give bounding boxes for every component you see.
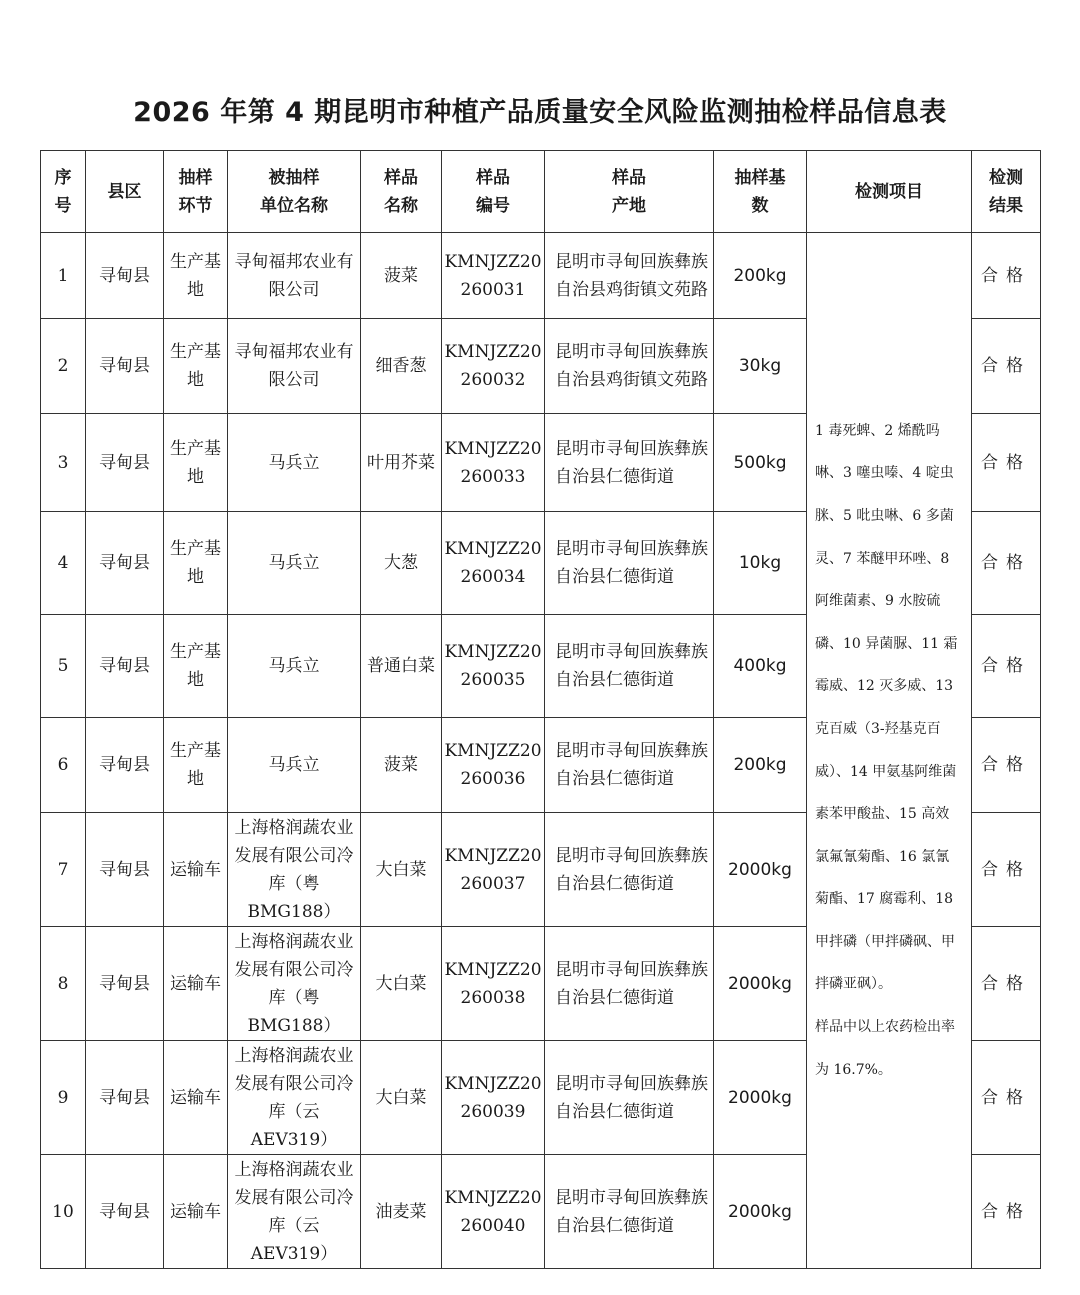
- test-items-text: 1 毒死蜱、2 烯酰吗啉、3 噻虫嗪、4 啶虫脒、5 吡虫啉、6 多菌灵、7 苯醚甲环唑、8 阿维菌素、9 水胺硫磷、10 异菌脲、11 霜霉威、12 灭多威、13 克百威（3-羟基克百威）、14 甲氨基阿维菌素苯甲酸盐、15 高效氯氟氰菊酯、16 氯氰菊酯、17 腐霉利、18 甲拌磷（甲拌磷砜、甲拌磷亚砜）。: [815, 422, 958, 993]
- cell-result: 合格: [972, 718, 1041, 813]
- cell-sample-code: KMNJZZ20260034: [442, 512, 545, 615]
- table-body: [41, 233, 1041, 1269]
- cell-unit: 寻甸福邦农业有限公司: [228, 233, 361, 319]
- cell-sample-code: KMNJZZ20260039: [442, 1041, 545, 1155]
- cell-no: 1: [41, 233, 86, 319]
- cell-county: 寻甸县: [86, 813, 164, 927]
- cell-sample-name: 叶用芥菜: [361, 414, 442, 512]
- cell-result: 合格: [972, 615, 1041, 718]
- cell-no: 4: [41, 512, 86, 615]
- cell-sample-name: 大白菜: [361, 1041, 442, 1155]
- sample-info-table: [40, 150, 1041, 1269]
- cell-sample-code: KMNJZZ20260040: [442, 1155, 545, 1269]
- table-row: [41, 233, 1041, 319]
- cell-stage: 生产基地: [164, 512, 228, 615]
- header-sample-code: 样品 编号: [442, 151, 545, 233]
- cell-no: 5: [41, 615, 86, 718]
- cell-sample-name: 菠菜: [361, 718, 442, 813]
- cell-no: 2: [41, 319, 86, 414]
- cell-unit: 马兵立: [228, 512, 361, 615]
- cell-quantity: 2000kg: [714, 1155, 807, 1269]
- cell-sample-code: KMNJZZ20260031: [442, 233, 545, 319]
- cell-result: 合格: [972, 319, 1041, 414]
- cell-origin: 昆明市寻甸回族彝族自治县鸡街镇文苑路: [545, 233, 714, 319]
- cell-unit: 上海格润蔬农业发展有限公司冷库（云AEV319）: [228, 1041, 361, 1155]
- header-result: 检测 结果: [972, 151, 1041, 233]
- header-no: 序 号: [41, 151, 86, 233]
- cell-sample-name: 菠菜: [361, 233, 442, 319]
- cell-county: 寻甸县: [86, 718, 164, 813]
- cell-sample-name: 普通白菜: [361, 615, 442, 718]
- cell-origin: 昆明市寻甸回族彝族自治县仁德街道: [545, 1155, 714, 1269]
- cell-sample-code: KMNJZZ20260033: [442, 414, 545, 512]
- cell-unit: 上海格润蔬农业发展有限公司冷库（粤BMG188）: [228, 927, 361, 1041]
- cell-sample-name: 大白菜: [361, 927, 442, 1041]
- header-quantity: 抽样基 数: [714, 151, 807, 233]
- cell-origin: 昆明市寻甸回族彝族自治县仁德街道: [545, 1041, 714, 1155]
- cell-unit: 寻甸福邦农业有限公司: [228, 319, 361, 414]
- cell-sample-code: KMNJZZ20260032: [442, 319, 545, 414]
- cell-origin: 昆明市寻甸回族彝族自治县仁德街道: [545, 512, 714, 615]
- cell-quantity: 30kg: [714, 319, 807, 414]
- cell-county: 寻甸县: [86, 233, 164, 319]
- cell-stage: 运输车: [164, 1041, 228, 1155]
- cell-no: 9: [41, 1041, 86, 1155]
- cell-county: 寻甸县: [86, 1041, 164, 1155]
- cell-no: 3: [41, 414, 86, 512]
- header-sample-name: 样品 名称: [361, 151, 442, 233]
- cell-sample-name: 细香葱: [361, 319, 442, 414]
- cell-quantity: 2000kg: [714, 927, 807, 1041]
- cell-sample-code: KMNJZZ20260037: [442, 813, 545, 927]
- cell-sample-name: 油麦菜: [361, 1155, 442, 1269]
- cell-quantity: 10kg: [714, 512, 807, 615]
- cell-result: 合格: [972, 1041, 1041, 1155]
- cell-unit: 马兵立: [228, 615, 361, 718]
- cell-quantity: 2000kg: [714, 813, 807, 927]
- cell-origin: 昆明市寻甸回族彝族自治县仁德街道: [545, 813, 714, 927]
- cell-unit: 马兵立: [228, 718, 361, 813]
- cell-stage: 运输车: [164, 1155, 228, 1269]
- cell-sample-code: KMNJZZ20260035: [442, 615, 545, 718]
- cell-stage: 生产基地: [164, 615, 228, 718]
- cell-test-items: [807, 233, 972, 1269]
- cell-no: 7: [41, 813, 86, 927]
- cell-quantity: 2000kg: [714, 1041, 807, 1155]
- cell-quantity: 200kg: [714, 718, 807, 813]
- cell-no: 8: [41, 927, 86, 1041]
- cell-result: 合格: [972, 233, 1041, 319]
- cell-unit: 上海格润蔬农业发展有限公司冷库（粤BMG188）: [228, 813, 361, 927]
- cell-county: 寻甸县: [86, 319, 164, 414]
- cell-county: 寻甸县: [86, 1155, 164, 1269]
- cell-quantity: 500kg: [714, 414, 807, 512]
- cell-stage: 生产基地: [164, 718, 228, 813]
- cell-county: 寻甸县: [86, 927, 164, 1041]
- cell-sample-code: KMNJZZ20260038: [442, 927, 545, 1041]
- cell-origin: 昆明市寻甸回族彝族自治县仁德街道: [545, 718, 714, 813]
- header-unit: 被抽样 单位名称: [228, 151, 361, 233]
- cell-no: 6: [41, 718, 86, 813]
- table-header-row: [41, 151, 1041, 233]
- cell-origin: 昆明市寻甸回族彝族自治县仁德街道: [545, 927, 714, 1041]
- cell-sample-name: 大葱: [361, 512, 442, 615]
- header-county: 县区: [86, 151, 164, 233]
- header-test-items: 检测项目: [807, 151, 972, 233]
- cell-no: 10: [41, 1155, 86, 1269]
- cell-result: 合格: [972, 512, 1041, 615]
- page-title: 2026 年第 4 期昆明市种植产品质量安全风险监测抽检样品信息表: [133, 97, 947, 128]
- cell-sample-name: 大白菜: [361, 813, 442, 927]
- cell-result: 合格: [972, 813, 1041, 927]
- cell-result: 合格: [972, 1155, 1041, 1269]
- cell-origin: 昆明市寻甸回族彝族自治县仁德街道: [545, 414, 714, 512]
- cell-origin: 昆明市寻甸回族彝族自治县仁德街道: [545, 615, 714, 718]
- cell-origin: 昆明市寻甸回族彝族自治县鸡街镇文苑路: [545, 319, 714, 414]
- cell-county: 寻甸县: [86, 615, 164, 718]
- cell-stage: 生产基地: [164, 319, 228, 414]
- cell-unit: 上海格润蔬农业发展有限公司冷库（云AEV319）: [228, 1155, 361, 1269]
- cell-stage: 生产基地: [164, 414, 228, 512]
- cell-county: 寻甸县: [86, 414, 164, 512]
- cell-stage: 运输车: [164, 813, 228, 927]
- header-origin: 样品 产地: [545, 151, 714, 233]
- cell-result: 合格: [972, 927, 1041, 1041]
- cell-quantity: 200kg: [714, 233, 807, 319]
- cell-county: 寻甸县: [86, 512, 164, 615]
- cell-quantity: 400kg: [714, 615, 807, 718]
- header-stage: 抽样 环节: [164, 151, 228, 233]
- cell-result: 合格: [972, 414, 1041, 512]
- cell-sample-code: KMNJZZ20260036: [442, 718, 545, 813]
- detection-rate-note: 样品中以上农药检出率为 16.7%。: [815, 1019, 955, 1078]
- cell-stage: 运输车: [164, 927, 228, 1041]
- cell-unit: 马兵立: [228, 414, 361, 512]
- cell-stage: 生产基地: [164, 233, 228, 319]
